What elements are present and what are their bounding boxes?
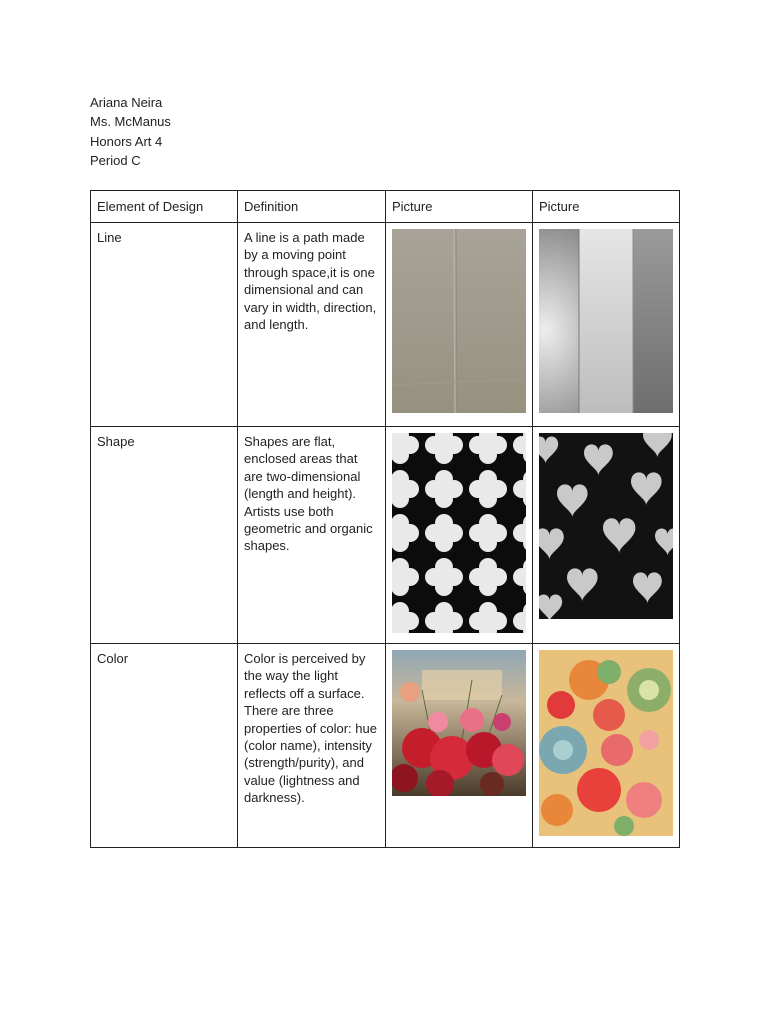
class-period: Period C — [90, 152, 141, 168]
table-row — [91, 644, 680, 848]
quatrefoil-lattice-pattern-photo — [392, 433, 526, 633]
course-name: Honors Art 4 — [90, 133, 163, 149]
element-definition: A line is a path made by a moving point through space,it is one dimensional and can vary in width, direction, and length. — [238, 223, 386, 427]
element-name: Line — [91, 223, 238, 427]
elements-of-design-table — [90, 190, 680, 848]
student-name: Ariana Neira — [90, 95, 163, 110]
teacher-name: Ms. McManus — [90, 114, 171, 130]
element-definition: Color is perceived by the way the light reflects off a surface. There are three properties of color: hue (color name), intensity (strength/purity), and value (lightness and darkness). — [238, 644, 386, 848]
element-name: Shape — [91, 427, 238, 644]
table-header-row — [91, 191, 680, 223]
element-definition: Shapes are flat, enclosed areas that are two-dimensional (length and height). Artists use both geometric and organic shapes. — [238, 427, 386, 644]
table-row — [91, 427, 680, 644]
column-header: Definition — [238, 191, 386, 223]
beige-paper-fold-photo — [392, 229, 526, 413]
element-name: Color — [91, 644, 238, 848]
column-header: Element of Design — [91, 191, 238, 223]
hearts-on-black-fabric-photo — [539, 433, 673, 619]
red-flower-bouquet-photo — [392, 650, 526, 796]
column-header: Picture — [386, 191, 533, 223]
document-header — [90, 93, 171, 170]
table-row — [91, 223, 680, 427]
column-header: Picture — [533, 191, 680, 223]
succulent-watercolor-painting-photo — [539, 650, 673, 836]
grayscale-vertical-stripes-photo — [539, 229, 673, 413]
